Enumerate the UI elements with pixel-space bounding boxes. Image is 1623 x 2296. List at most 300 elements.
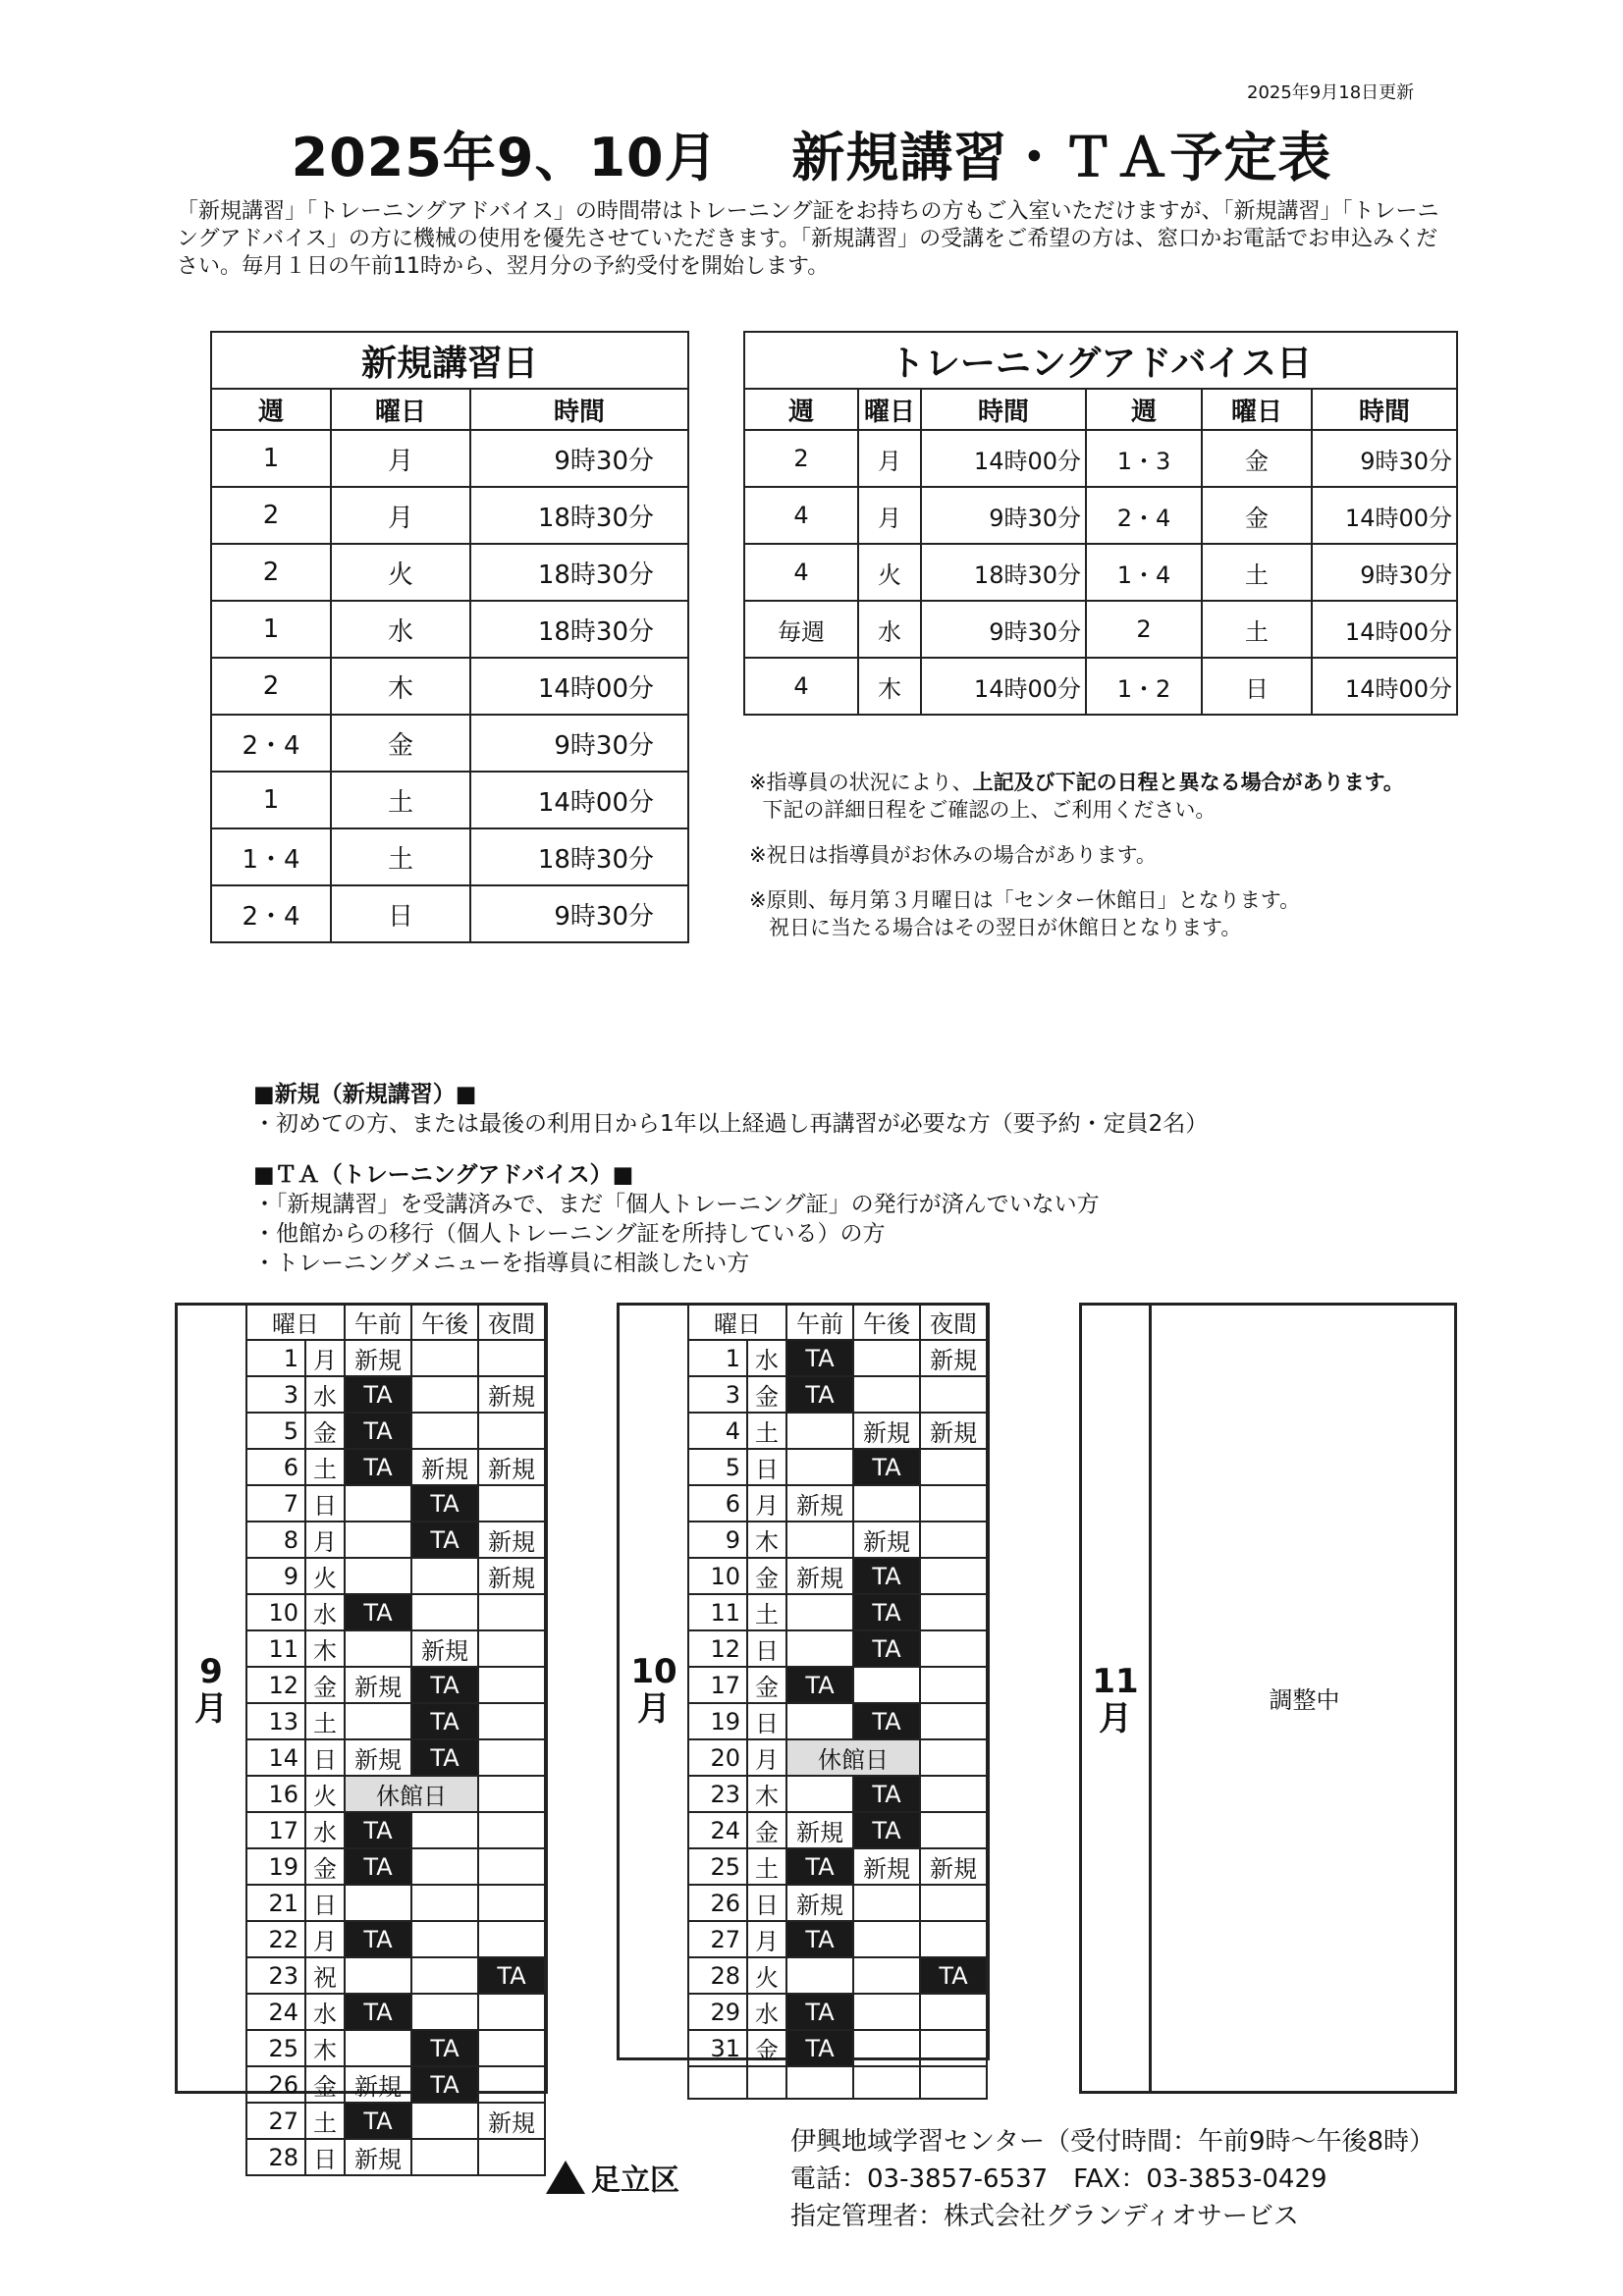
- night-cell: [920, 1667, 987, 1703]
- day-cell: 金: [1202, 487, 1312, 544]
- calendar-row: [688, 1449, 987, 1485]
- pm-cell: TA: [853, 1449, 920, 1485]
- am-cell: TA: [786, 1994, 853, 2030]
- time-cell: 18時30分: [470, 544, 688, 601]
- day-cell: 土: [331, 828, 470, 885]
- night-cell: [920, 1449, 987, 1485]
- day-cell: 木: [858, 658, 921, 715]
- weekday-cell: 金: [747, 2030, 786, 2066]
- calendar-row: [246, 1667, 545, 1703]
- note-schedule-change: [749, 769, 1456, 824]
- time-cell: 14時00分: [470, 772, 688, 828]
- pm-cell: TA: [411, 1485, 478, 1522]
- col-header-day: 曜日: [858, 389, 921, 430]
- date-cell: 23: [688, 1776, 747, 1812]
- night-cell: [920, 1739, 987, 1776]
- weekday-cell: 水: [305, 1376, 345, 1413]
- calendar-row: [246, 1594, 545, 1630]
- night-cell: [920, 1485, 987, 1522]
- am-cell: TA: [786, 1921, 853, 1957]
- week-cell: 2・4: [211, 885, 331, 942]
- calendar-row: [246, 1885, 545, 1921]
- week-cell: 2・4: [211, 715, 331, 772]
- pm-cell: TA: [411, 1522, 478, 1558]
- day-cell: 月: [331, 487, 470, 544]
- calendar-row: [688, 1885, 987, 1921]
- am-cell: TA: [345, 2103, 411, 2139]
- night-cell: [920, 1885, 987, 1921]
- pm-cell: TA: [853, 1703, 920, 1739]
- pm-cell: 新規: [853, 1413, 920, 1449]
- day-cell: 月: [858, 430, 921, 487]
- calendar-row: [688, 1340, 987, 1376]
- pm-cell: TA: [853, 1558, 920, 1594]
- calendar-row: [688, 1413, 987, 1449]
- calendar-row: [246, 1921, 545, 1957]
- calendar-row: [688, 1994, 987, 2030]
- am-cell: 新規: [345, 1739, 411, 1776]
- weekday-cell: 日: [305, 2139, 345, 2175]
- calendar-row: [246, 2030, 545, 2066]
- pm-cell: 新規: [853, 1848, 920, 1885]
- calendar-row: [246, 2139, 545, 2175]
- cal-header-night: 夜間: [478, 1304, 545, 1340]
- table-row: [744, 601, 1457, 658]
- calendar-row: [246, 1776, 545, 1812]
- am-cell: TA: [345, 1594, 411, 1630]
- week-cell: 4: [744, 544, 858, 601]
- def-item: ・他館からの移行（個人トレーニング証を所持している）の方: [253, 1221, 886, 1247]
- calendar-row: [246, 1485, 545, 1522]
- calendar-row: [688, 1921, 987, 1957]
- month-label-september: [187, 1653, 236, 1728]
- cal-header-pm: 午後: [853, 1304, 920, 1340]
- day-cell: 土: [1202, 544, 1312, 601]
- calendar-row: [688, 1848, 987, 1885]
- weekday-cell: 火: [305, 1558, 345, 1594]
- night-cell: [478, 1848, 545, 1885]
- calendar-row: [246, 1957, 545, 1994]
- date-cell: 13: [246, 1703, 305, 1739]
- pm-cell: TA: [853, 1776, 920, 1812]
- table-row: [211, 658, 688, 715]
- day-cell: 火: [858, 544, 921, 601]
- calendar-row: [246, 1630, 545, 1667]
- cal-header-night: 夜間: [920, 1304, 987, 1340]
- am-cell: [345, 1485, 411, 1522]
- weekday-cell: 土: [305, 1703, 345, 1739]
- weekday-cell: 木: [747, 1776, 786, 1812]
- am-cell: [786, 1630, 853, 1667]
- calendar-row: [688, 1703, 987, 1739]
- calendar-row: [246, 1340, 545, 1376]
- time-cell: 14時00分: [1312, 601, 1457, 658]
- weekday-cell: 月: [747, 1921, 786, 1957]
- pm-cell: TA: [411, 1703, 478, 1739]
- date-cell: 5: [246, 1413, 305, 1449]
- week-cell: 1・4: [1086, 544, 1202, 601]
- calendar-row: [246, 1522, 545, 1558]
- note-text: 下記の詳細日程をご確認の上、ご利用ください。: [762, 798, 1217, 822]
- week-cell: 1: [211, 430, 331, 487]
- am-cell: TA: [786, 1340, 853, 1376]
- table-row: [211, 885, 688, 942]
- week-cell: 1・3: [1086, 430, 1202, 487]
- time-cell: 9時30分: [470, 715, 688, 772]
- note-bold-text: 上記及び下記の日程と異なる場合があります。: [972, 771, 1404, 794]
- footer-phone-fax: 電話：03-3857-6537 FAX：03-3853-0429: [790, 2164, 1327, 2194]
- month-label-text: 9 月: [194, 1652, 228, 1729]
- pm-cell: [411, 1558, 478, 1594]
- night-cell: [478, 2030, 545, 2066]
- time-cell: 14時00分: [1312, 487, 1457, 544]
- am-cell: TA: [786, 1848, 853, 1885]
- time-cell: 9時30分: [921, 601, 1086, 658]
- am-cell: [786, 1522, 853, 1558]
- pm-cell: 新規: [411, 1630, 478, 1667]
- am-cell: 新規: [345, 2066, 411, 2103]
- pm-cell: [411, 1885, 478, 1921]
- month-label-text: 11 月: [1092, 1662, 1139, 1738]
- table-row: [211, 828, 688, 885]
- date-cell: 5: [688, 1449, 747, 1485]
- night-cell: [478, 1703, 545, 1739]
- table-row: [211, 772, 688, 828]
- date-cell: 1: [246, 1340, 305, 1376]
- cal-header-day: 曜日: [688, 1304, 786, 1340]
- date-cell: 26: [246, 2066, 305, 2103]
- closed-day-cell: 休館日: [345, 1776, 478, 1812]
- weekday-cell: 土: [305, 2103, 345, 2139]
- table-row: [211, 715, 688, 772]
- table-row: [211, 430, 688, 487]
- weekday-cell: 火: [747, 1957, 786, 1994]
- night-cell: 新規: [478, 1558, 545, 1594]
- week-cell: 2: [211, 487, 331, 544]
- day-cell: 木: [331, 658, 470, 715]
- note-closed-day: [749, 886, 1456, 941]
- notes: [749, 769, 1456, 959]
- page-title: 2025年9、10月 新規講習・ＴＡ予定表: [291, 127, 1332, 188]
- note-text: ※原則、毎月第３月曜日は「センター休館日」となります。: [749, 888, 1301, 912]
- weekday-cell: 祝: [305, 1957, 345, 1994]
- calendar-row: [688, 1594, 987, 1630]
- weekday-cell: 月: [305, 1921, 345, 1957]
- weekday-cell: 日: [305, 1885, 345, 1921]
- night-cell: 新規: [920, 1848, 987, 1885]
- calendar-row: [246, 1376, 545, 1413]
- night-cell: [920, 1776, 987, 1812]
- weekday-cell: 火: [305, 1776, 345, 1812]
- night-cell: TA: [478, 1957, 545, 1994]
- night-cell: [478, 1776, 545, 1812]
- am-cell: [345, 2030, 411, 2066]
- weekday-cell: 月: [305, 1522, 345, 1558]
- date-cell: 16: [246, 1776, 305, 1812]
- date-cell: 3: [246, 1376, 305, 1413]
- cal-header-pm: 午後: [411, 1304, 478, 1340]
- night-cell: 新規: [478, 1376, 545, 1413]
- day-cell: 水: [858, 601, 921, 658]
- am-cell: [345, 1703, 411, 1739]
- def-item: ・トレーニングメニューを指導員に相談したい方: [253, 1251, 750, 1276]
- col-header-week: 週: [1086, 389, 1202, 430]
- week-cell: 2: [1086, 601, 1202, 658]
- am-cell: [345, 1522, 411, 1558]
- pm-cell: [853, 1921, 920, 1957]
- date-cell: 19: [246, 1848, 305, 1885]
- pm-cell: [411, 1594, 478, 1630]
- weekday-cell: 日: [305, 1485, 345, 1522]
- table-row: [744, 430, 1457, 487]
- calendar-row: [688, 2030, 987, 2066]
- time-cell: 14時00分: [1312, 658, 1457, 715]
- weekday-cell: 金: [747, 1667, 786, 1703]
- date-cell: 10: [688, 1558, 747, 1594]
- night-cell: [478, 2066, 545, 2103]
- pm-cell: [853, 1340, 920, 1376]
- footer-manager: 指定管理者：株式会社グランディオサービス: [790, 2202, 1299, 2231]
- weekday-cell: 日: [305, 1739, 345, 1776]
- table-row: [744, 544, 1457, 601]
- calendar-row: [246, 1812, 545, 1848]
- col-header-time: 時間: [1312, 389, 1457, 430]
- night-cell: [478, 1812, 545, 1848]
- weekday-cell: 日: [747, 1703, 786, 1739]
- pm-cell: TA: [853, 1630, 920, 1667]
- date-cell: 19: [688, 1703, 747, 1739]
- am-cell: [786, 2066, 853, 2099]
- date-cell: 11: [246, 1630, 305, 1667]
- pm-cell: 新規: [411, 1449, 478, 1485]
- date-cell: 25: [246, 2030, 305, 2066]
- date-cell: 7: [246, 1485, 305, 1522]
- am-cell: TA: [345, 1376, 411, 1413]
- calendar-row: [688, 1739, 987, 1776]
- pm-cell: [411, 1340, 478, 1376]
- col-header-time: 時間: [470, 389, 688, 430]
- pm-cell: TA: [853, 1594, 920, 1630]
- cal-header-am: 午前: [786, 1304, 853, 1340]
- closed-day-cell: 休館日: [786, 1739, 920, 1776]
- night-cell: [478, 1739, 545, 1776]
- pm-cell: [411, 1413, 478, 1449]
- shinki-table-title: 新規講習日: [211, 332, 688, 389]
- pm-cell: [411, 2103, 478, 2139]
- am-cell: TA: [345, 1848, 411, 1885]
- week-cell: 4: [744, 658, 858, 715]
- pm-cell: TA: [853, 1812, 920, 1848]
- night-cell: [478, 1594, 545, 1630]
- time-cell: 9時30分: [1312, 544, 1457, 601]
- weekday-cell: 土: [747, 1848, 786, 1885]
- night-cell: [920, 1594, 987, 1630]
- note-text: 祝日に当たる場合はその翌日が休館日となります。: [769, 916, 1242, 939]
- month-label-october: [624, 1653, 683, 1728]
- pm-cell: TA: [411, 1667, 478, 1703]
- date-cell: [688, 2066, 747, 2099]
- night-cell: TA: [920, 1957, 987, 1994]
- pm-cell: [411, 2139, 478, 2175]
- am-cell: 新規: [345, 1667, 411, 1703]
- weekday-cell: 月: [305, 1340, 345, 1376]
- time-cell: 14時00分: [470, 658, 688, 715]
- col-header-week: 週: [744, 389, 858, 430]
- pm-cell: [853, 2066, 920, 2099]
- day-cell: 日: [331, 885, 470, 942]
- night-cell: [478, 1630, 545, 1667]
- week-cell: 2: [211, 544, 331, 601]
- date-cell: 23: [246, 1957, 305, 1994]
- time-cell: 9時30分: [921, 487, 1086, 544]
- weekday-cell: 金: [305, 1667, 345, 1703]
- date-cell: 28: [246, 2139, 305, 2175]
- time-cell: 14時00分: [921, 658, 1086, 715]
- calendar-table-september: [245, 1303, 546, 2176]
- intro-text: 「新規講習」「トレーニングアドバイス」の時間帯はトレーニング証をお持ちの方もご入室いただけますが、「新規講習」「トレーニングアドバイス」の方に機械の使用を優先させていただきます。「新規講習」の受講をご希望の方は、窓口かお電話でお申込みください。毎月１日の午前11時から、翌月分の予約受付を開始します。: [177, 199, 1439, 279]
- pm-cell: [853, 1485, 920, 1522]
- date-cell: 22: [246, 1921, 305, 1957]
- weekday-cell: 金: [305, 1848, 345, 1885]
- date-cell: 11: [688, 1594, 747, 1630]
- day-cell: 金: [331, 715, 470, 772]
- night-cell: [478, 1921, 545, 1957]
- night-cell: [920, 2030, 987, 2066]
- weekday-cell: 金: [747, 1558, 786, 1594]
- calendar-row: [688, 1667, 987, 1703]
- date-cell: 31: [688, 2030, 747, 2066]
- am-cell: [786, 1703, 853, 1739]
- date-cell: 14: [246, 1739, 305, 1776]
- calendar-row: [688, 1776, 987, 1812]
- calendar-row: [246, 1413, 545, 1449]
- calendar-row: [688, 1485, 987, 1522]
- night-cell: [920, 1812, 987, 1848]
- am-cell: 新規: [786, 1558, 853, 1594]
- weekday-cell: 日: [747, 1885, 786, 1921]
- calendar-row: [688, 2066, 987, 2099]
- table-row: [211, 544, 688, 601]
- night-cell: [478, 1485, 545, 1522]
- am-cell: [786, 1957, 853, 1994]
- pm-cell: [853, 1885, 920, 1921]
- night-cell: 新規: [478, 1522, 545, 1558]
- calendar-table-october: [687, 1303, 988, 2100]
- calendar-row: [246, 2103, 545, 2139]
- night-cell: [920, 1994, 987, 2030]
- date-cell: 27: [688, 1921, 747, 1957]
- am-cell: 新規: [786, 1885, 853, 1921]
- logo-triangle-icon: [546, 2161, 585, 2194]
- pm-cell: [411, 1848, 478, 1885]
- am-cell: [786, 1449, 853, 1485]
- weekday-cell: 木: [305, 1630, 345, 1667]
- night-cell: [478, 1413, 545, 1449]
- date-cell: 6: [246, 1449, 305, 1485]
- weekday-cell: 水: [305, 1594, 345, 1630]
- night-cell: 新規: [478, 2103, 545, 2139]
- am-cell: TA: [345, 1449, 411, 1485]
- pm-cell: [411, 1957, 478, 1994]
- week-cell: 1・4: [211, 828, 331, 885]
- calendar-row: [246, 1703, 545, 1739]
- date-cell: 20: [688, 1739, 747, 1776]
- month-label-november: [1086, 1663, 1145, 1737]
- am-cell: TA: [345, 1812, 411, 1848]
- pm-cell: TA: [411, 2030, 478, 2066]
- date-cell: 17: [688, 1667, 747, 1703]
- date-cell: 27: [246, 2103, 305, 2139]
- weekday-cell: 月: [747, 1739, 786, 1776]
- calendar-row: [246, 1739, 545, 1776]
- time-cell: 9時30分: [470, 430, 688, 487]
- day-cell: 日: [1202, 658, 1312, 715]
- date-cell: 21: [246, 1885, 305, 1921]
- weekday-cell: 土: [747, 1413, 786, 1449]
- week-cell: 1: [211, 772, 331, 828]
- calendar-row: [246, 1558, 545, 1594]
- day-cell: 土: [331, 772, 470, 828]
- def-heading-ta: ■ＴＡ（トレーニングアドバイス）■: [253, 1162, 634, 1188]
- definitions: [253, 1080, 1432, 1278]
- date-cell: 29: [688, 1994, 747, 2030]
- night-cell: 新規: [920, 1413, 987, 1449]
- pm-cell: TA: [411, 1739, 478, 1776]
- calendar-row: [688, 1376, 987, 1413]
- note-text: ※指導員の状況により、: [749, 771, 973, 794]
- date-cell: 24: [688, 1812, 747, 1848]
- weekday-cell: 金: [305, 1413, 345, 1449]
- date-cell: 6: [688, 1485, 747, 1522]
- footer-contact: [790, 2123, 1434, 2235]
- ta-schedule-table: [743, 331, 1458, 716]
- week-cell: 1: [211, 601, 331, 658]
- week-cell: 4: [744, 487, 858, 544]
- night-cell: [920, 1921, 987, 1957]
- november-status: 調整中: [1269, 1686, 1340, 1714]
- am-cell: [345, 1885, 411, 1921]
- weekday-cell: 水: [305, 1994, 345, 2030]
- am-cell: [345, 1957, 411, 1994]
- time-cell: 9時30分: [1312, 430, 1457, 487]
- date-cell: 26: [688, 1885, 747, 1921]
- time-cell: 18時30分: [470, 601, 688, 658]
- date-cell: 12: [246, 1667, 305, 1703]
- night-cell: [478, 2139, 545, 2175]
- night-cell: [920, 1703, 987, 1739]
- calendar-row: [246, 2066, 545, 2103]
- table-row: [744, 658, 1457, 715]
- calendar-row: [688, 1812, 987, 1848]
- day-cell: 金: [1202, 430, 1312, 487]
- am-cell: [345, 1558, 411, 1594]
- weekday-cell: [747, 2066, 786, 2099]
- calendar-row: [246, 1848, 545, 1885]
- pm-cell: [411, 1812, 478, 1848]
- calendar-row: [688, 1558, 987, 1594]
- weekday-cell: 水: [305, 1812, 345, 1848]
- night-cell: [478, 1667, 545, 1703]
- date-cell: 28: [688, 1957, 747, 1994]
- night-cell: [920, 1376, 987, 1413]
- am-cell: 新規: [345, 1340, 411, 1376]
- week-cell: 毎週: [744, 601, 858, 658]
- note-holiday: ※祝日は指導員がお休みの場合があります。: [749, 843, 1157, 867]
- logo-text: 足立区: [591, 2163, 679, 2198]
- am-cell: [786, 1594, 853, 1630]
- am-cell: TA: [345, 1413, 411, 1449]
- col-header-day: 曜日: [1202, 389, 1312, 430]
